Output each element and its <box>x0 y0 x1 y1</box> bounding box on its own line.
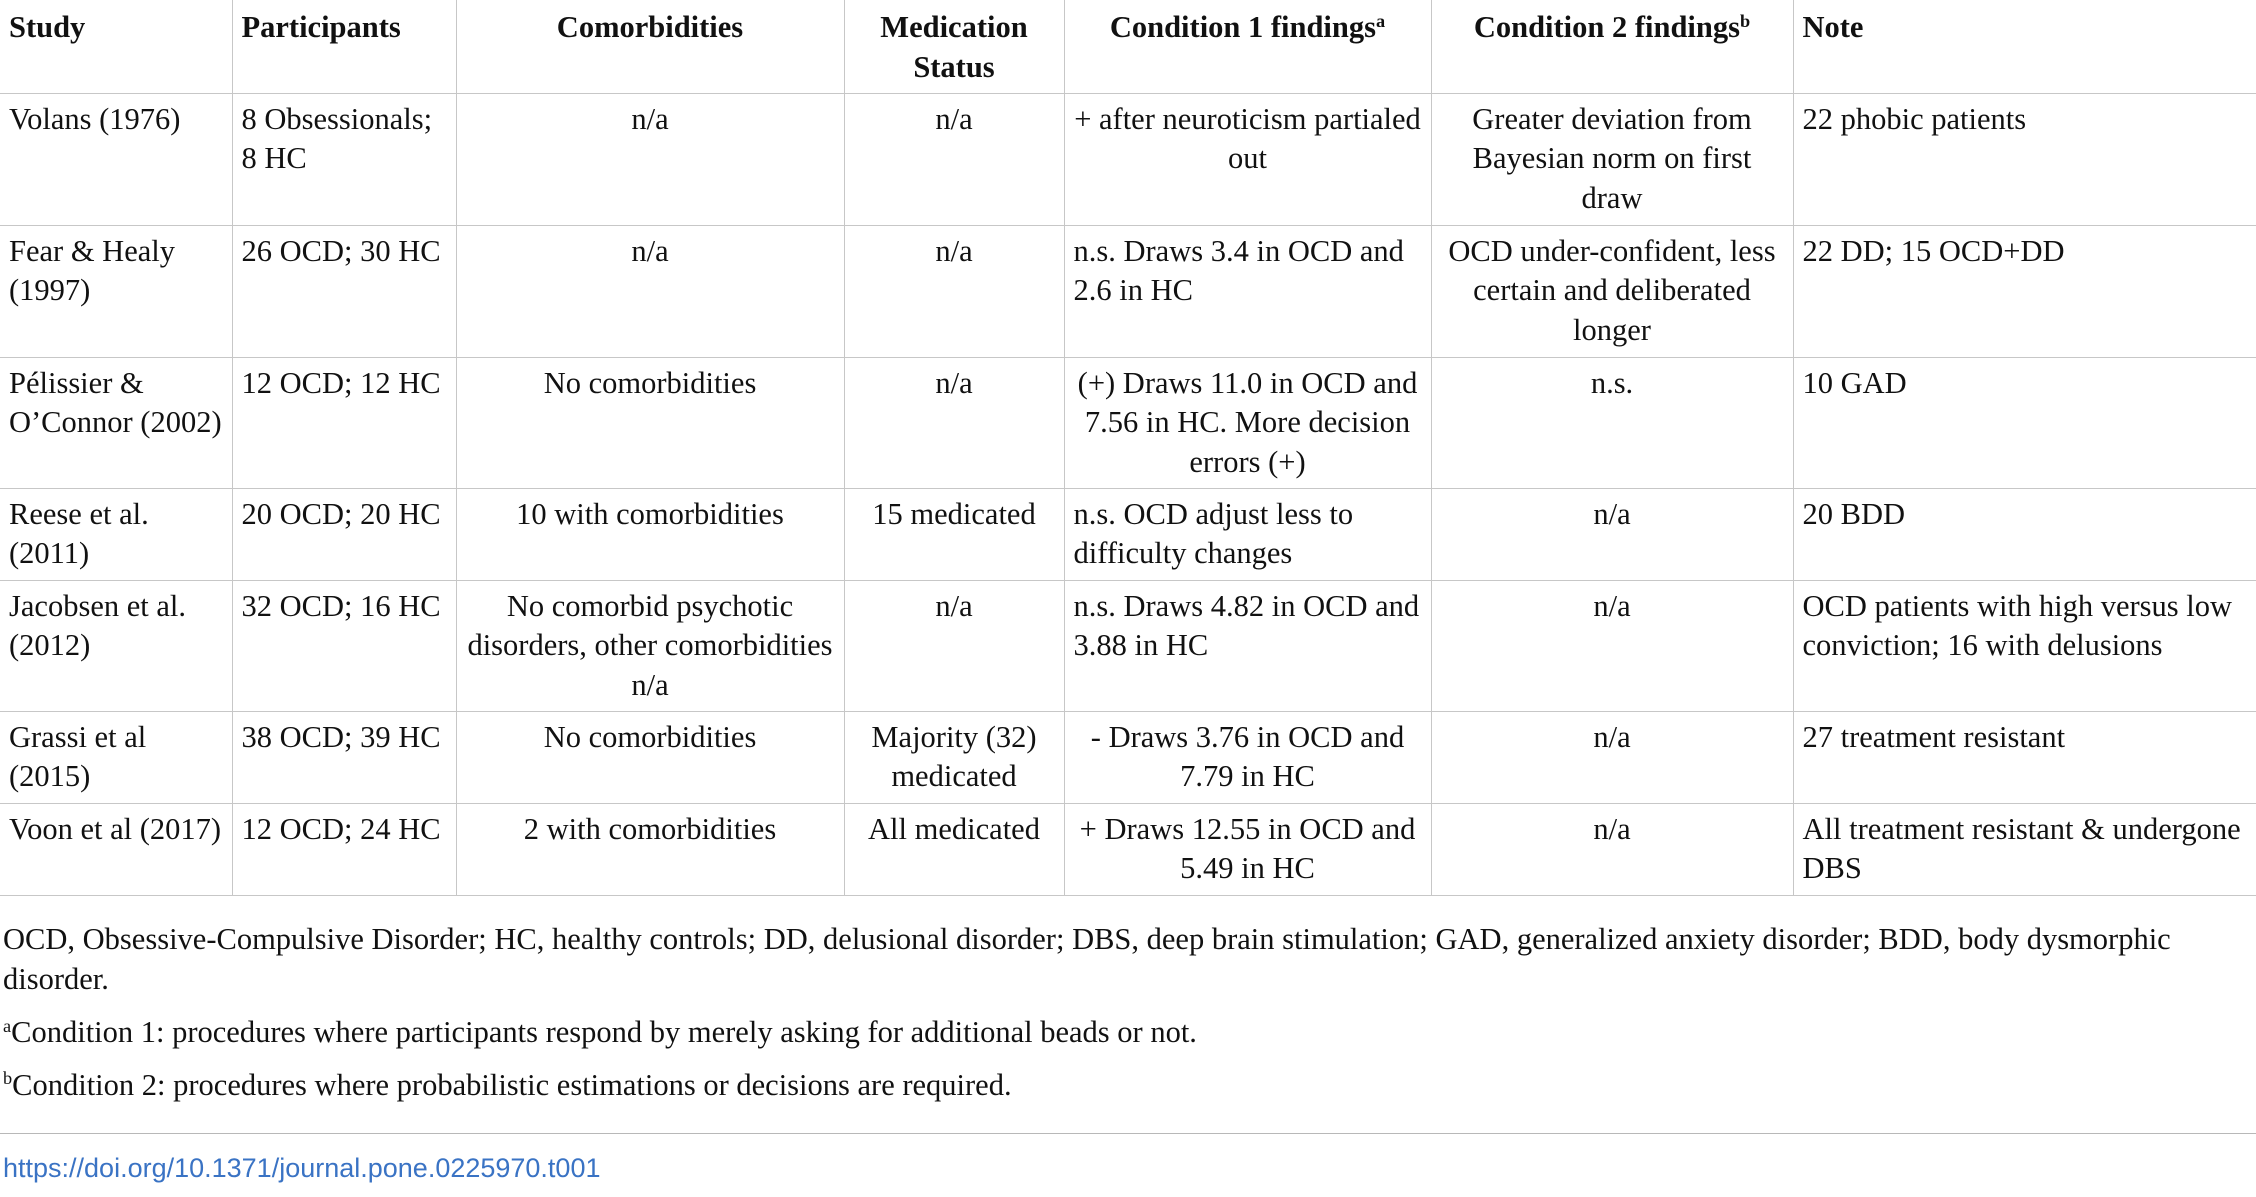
cell-medication: All medicated <box>844 803 1064 895</box>
cell-medication: n/a <box>844 93 1064 225</box>
cell-note: OCD patients with high versus low conviction; 16 with delusions <box>1793 580 2256 711</box>
table-row <box>0 357 2256 488</box>
cell-comorbidities: No comorbidities <box>456 711 844 803</box>
table-row <box>0 803 2256 895</box>
cell-condition1: n.s. Draws 3.4 in OCD and 2.6 in HC <box>1064 225 1431 357</box>
cell-medication: Majority (32) medicated <box>844 711 1064 803</box>
cell-medication: 15 medicated <box>844 488 1064 580</box>
cell-note: 10 GAD <box>1793 357 2256 488</box>
cell-study: Jacobsen et al. (2012) <box>0 580 232 711</box>
cell-study: Pélissier & O’Connor (2002) <box>0 357 232 488</box>
cell-participants: 32 OCD; 16 HC <box>232 580 456 711</box>
header-study: Study <box>0 0 232 93</box>
table-footnotes <box>0 920 2256 1118</box>
cell-participants: 12 OCD; 12 HC <box>232 357 456 488</box>
table-row <box>0 580 2256 711</box>
footnote-mark-a: a <box>1376 10 1386 31</box>
footnote-a <box>0 1013 2256 1053</box>
cell-participants: 8 Obsessionals; 8 HC <box>232 93 456 225</box>
cell-comorbidities: 2 with comorbidities <box>456 803 844 895</box>
header-medication-status: Medication Status <box>844 0 1064 93</box>
cell-condition1: + after neuroticism partialed out <box>1064 93 1431 225</box>
cell-medication: n/a <box>844 225 1064 357</box>
cell-study: Fear & Healy (1997) <box>0 225 232 357</box>
cell-participants: 12 OCD; 24 HC <box>232 803 456 895</box>
cell-participants: 38 OCD; 39 HC <box>232 711 456 803</box>
cell-note: All treatment resistant & undergone DBS <box>1793 803 2256 895</box>
header-comorbidities: Comorbidities <box>456 0 844 93</box>
cell-condition2: n/a <box>1431 488 1793 580</box>
cell-study: Volans (1976) <box>0 93 232 225</box>
footnote-a-text: Condition 1: procedures where participants respond by merely asking for additional beads or not. <box>11 1015 1197 1049</box>
divider <box>0 1133 2256 1134</box>
cell-participants: 26 OCD; 30 HC <box>232 225 456 357</box>
cell-study: Voon et al (2017) <box>0 803 232 895</box>
table-row <box>0 93 2256 225</box>
cell-medication: n/a <box>844 357 1064 488</box>
cell-condition1: (+) Draws 11.0 in OCD and 7.56 in HC. More decision errors (+) <box>1064 357 1431 488</box>
header-condition2 <box>1431 0 1793 93</box>
cell-medication: n/a <box>844 580 1064 711</box>
cell-participants: 20 OCD; 20 HC <box>232 488 456 580</box>
table-header-row <box>0 0 2256 93</box>
cell-note: 22 DD; 15 OCD+DD <box>1793 225 2256 357</box>
cell-comorbidities: No comorbidities <box>456 357 844 488</box>
cell-study: Grassi et al (2015) <box>0 711 232 803</box>
cell-condition2: OCD under-confident, less certain and deliberated longer <box>1431 225 1793 357</box>
cell-study: Reese et al. (2011) <box>0 488 232 580</box>
footnote-a-mark: a <box>3 1015 12 1036</box>
cell-condition1: - Draws 3.76 in OCD and 7.79 in HC <box>1064 711 1431 803</box>
table-row <box>0 225 2256 357</box>
cell-condition1: n.s. Draws 4.82 in OCD and 3.88 in HC <box>1064 580 1431 711</box>
cell-condition2: n.s. <box>1431 357 1793 488</box>
cell-condition2: n/a <box>1431 580 1793 711</box>
cell-note: 20 BDD <box>1793 488 2256 580</box>
header-condition1-label: Condition 1 findings <box>1109 10 1376 44</box>
abbreviations-note: OCD, Obsessive-Compulsive Disorder; HC, healthy controls; DD, delusional disorder; DBS, deep brain stimulation; GAD, generalized anxiety disorder; BDD, body dysmorphic disorder. <box>3 922 2171 996</box>
cell-comorbidities: 10 with comorbidities <box>456 488 844 580</box>
doi-link[interactable]: https://doi.org/10.1371/journal.pone.0225970.t001 <box>3 1153 601 1183</box>
footnote-b-text: Condition 2: procedures where probabilistic estimations or decisions are required. <box>12 1067 1012 1102</box>
header-note: Note <box>1793 0 2256 93</box>
cell-condition2: n/a <box>1431 711 1793 803</box>
cell-condition2: Greater deviation from Bayesian norm on first draw <box>1431 93 1793 225</box>
table-row <box>0 711 2256 803</box>
header-participants: Participants <box>232 0 456 93</box>
cell-note: 27 treatment resistant <box>1793 711 2256 803</box>
footnote-b <box>0 1066 2256 1106</box>
header-condition2-label: Condition 2 findings <box>1473 10 1740 44</box>
cell-condition1: + Draws 12.55 in OCD and 5.49 in HC <box>1064 803 1431 895</box>
cell-comorbidities: No comorbid psychotic disorders, other comorbidities n/a <box>456 580 844 711</box>
cell-note: 22 phobic patients <box>1793 93 2256 225</box>
cell-condition2: n/a <box>1431 803 1793 895</box>
cell-comorbidities: n/a <box>456 225 844 357</box>
cell-condition1: n.s. OCD adjust less to difficulty changes <box>1064 488 1431 580</box>
header-condition1 <box>1064 0 1431 93</box>
footnote-mark-b: b <box>1739 10 1751 31</box>
cell-comorbidities: n/a <box>456 93 844 225</box>
table-row <box>0 488 2256 580</box>
footnote-b-mark: b <box>3 1068 13 1089</box>
